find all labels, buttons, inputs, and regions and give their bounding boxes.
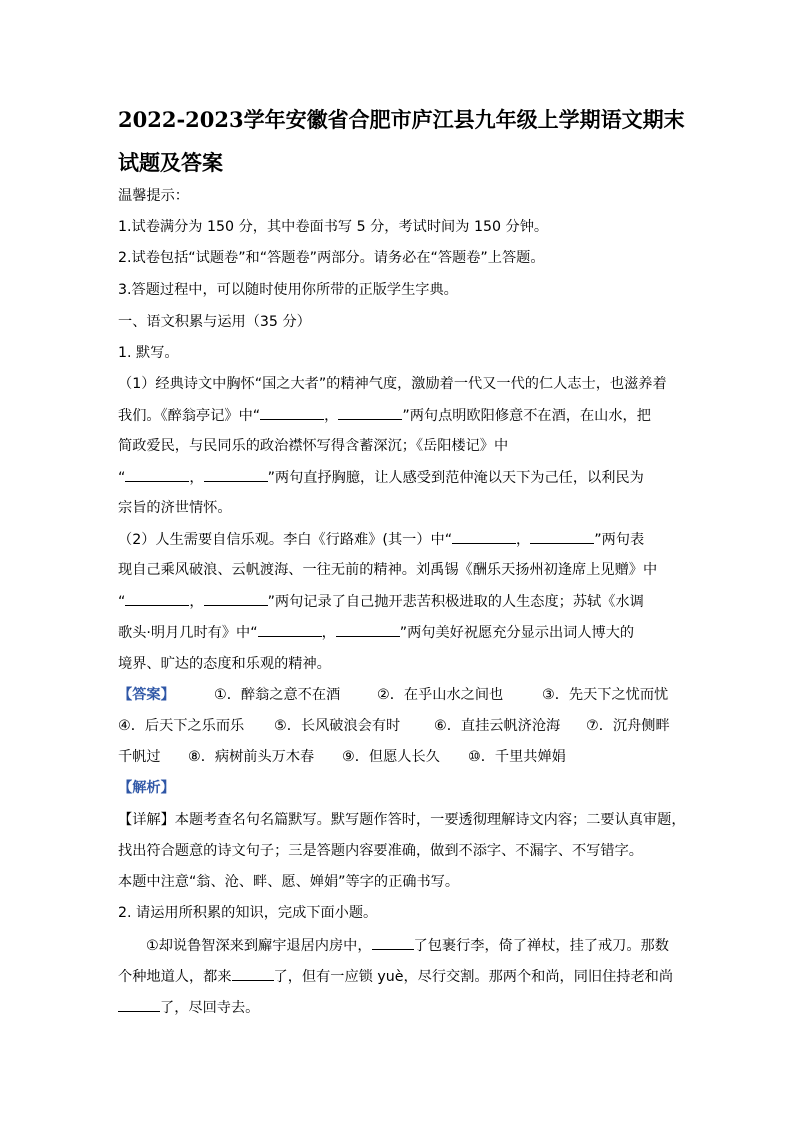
answer-blank — [338, 405, 402, 420]
q2-text: 个种地道人，都来 — [118, 969, 232, 985]
answer-blank — [258, 622, 322, 637]
q1-paragraph-line — [118, 591, 644, 612]
q2-text: 了，尽回寺去。 — [160, 1000, 260, 1016]
q1-text: （2）人生需要自信乐观。李白《行路难》(其一）中“ — [118, 532, 453, 548]
answer-blank — [204, 591, 268, 606]
answer-item: ⑥．直挂云帆济沧海 — [434, 718, 561, 734]
q1-paragraph-line — [118, 529, 644, 550]
answer-item: 千帆过 — [118, 749, 161, 765]
q1-paragraph-line: （1）经典诗文中胸怀“国之大者”的精神气度，激励着一代又一代的仁人志士，也滋养着 — [118, 376, 667, 392]
q1-text: ”两句点明欧阳修意不在酒，在山水，把 — [402, 408, 651, 424]
q2-text: 了包裹行李，倚了禅杖，挂了戒刀。那数 — [413, 938, 669, 954]
answer-item: ⑩．千里共婵娟 — [468, 749, 566, 765]
analysis-note: 本题中注意“翁、沧、畔、愿、婵娟”等字的正确书写。 — [118, 874, 460, 890]
q1-paragraph-line — [118, 405, 651, 426]
answer-blank — [125, 591, 189, 606]
answer-label: 【答案】 — [118, 687, 175, 703]
q1-text: ， — [189, 470, 204, 486]
q1-paragraph-line: 简政爱民，与民同乐的政治襟怀写得含蓄深沉；《岳阳楼记》中 — [118, 438, 509, 454]
q2-text: 了，但有一应锁 yuè，尽行交割。那两个和尚，同旧住持老和尚 — [273, 969, 674, 985]
q1-text: ， — [516, 532, 531, 548]
q2-passage-line — [118, 966, 673, 987]
q1-text: ”两句直抒胸臆，让人感受到范仲淹以天下为己任，以利民为 — [267, 470, 644, 486]
q1-text: ”两句记录了自己抛开悲苦积极进取的人生态度；苏轼《水调 — [267, 594, 644, 610]
answer-blank — [204, 467, 268, 482]
q1-text: “ — [118, 594, 126, 610]
analysis-label: 【解析】 — [118, 780, 175, 796]
q1-text: ”两句美好祝愿充分显示出词人博大的 — [399, 625, 635, 641]
answer-item: ①．醉翁之意不在酒 — [214, 687, 341, 703]
tip-item: 1.试卷满分为 150 分，其中卷面书写 5 分，考试时间为 150 分钟。 — [118, 219, 549, 235]
analysis-detail-line — [118, 810, 686, 830]
q1-text: ， — [189, 594, 204, 610]
q1-paragraph-line: 现自己乘风破浪、云帆渡海、一往无前的精神。刘禹锡《酬乐天扬州初逢席上见赠》中 — [118, 562, 658, 578]
q1-paragraph-line — [118, 467, 644, 488]
q1-paragraph-line: 境界、旷达的态度和乐观的精神。 — [118, 656, 331, 672]
answer-blank — [232, 966, 274, 981]
tip-item: 3.答题过程中，可以随时使用你所带的正版学生字典。 — [118, 282, 458, 298]
analysis-detail-line: 找出符合题意的诗文句子；三是答题内容要准确，做到不添字、不漏字、不写错字。 — [118, 843, 643, 859]
q1-text: ， — [324, 408, 339, 424]
section-heading: 一、语文积累与运用（35 分） — [118, 314, 311, 330]
tips-heading: 温馨提示： — [118, 188, 189, 204]
answer-item: ③．先天下之忧而忧 — [542, 687, 669, 703]
document-title: 2022-2023学年安徽省合肥市庐江县九年级上学期语文期末 — [118, 107, 685, 132]
q1-text: 歌头·明月几时有》中“ — [118, 625, 258, 641]
answer-item: ⑤．长风破浪会有时 — [274, 718, 401, 734]
tip-item: 2.试卷包括“试题卷”和“答题卷”两部分。请务必在“答题卷”上答题。 — [118, 250, 545, 266]
q1-paragraph-line: 宗旨的济世情怀。 — [118, 500, 232, 516]
q1-text: ， — [321, 625, 336, 641]
detail-label: 【详解】 — [118, 812, 175, 828]
answer-blank — [118, 997, 160, 1012]
answer-blank — [530, 529, 594, 544]
answer-item: ②．在乎山水之间也 — [377, 687, 504, 703]
detail-text: 本题考查名句名篇默写。默写题作答时，一要透彻理解诗文内容；二要认真审题， — [174, 812, 686, 828]
answer-item: ⑨．但愿人长久 — [342, 749, 440, 765]
q2-text: ①却说鲁智深来到廨宇退居内房中， — [146, 938, 372, 954]
q2-passage-line — [146, 935, 669, 956]
answer-blank — [260, 405, 324, 420]
answer-blank — [336, 622, 400, 637]
q1-paragraph-line — [118, 622, 634, 643]
answer-item: ⑧．病树前头万木春 — [188, 749, 315, 765]
answer-item: ⑦．沉舟侧畔 — [586, 718, 670, 734]
answer-blank — [452, 529, 516, 544]
q1-text: “ — [118, 470, 126, 486]
q1-text: ”两句表 — [594, 532, 645, 548]
q2-passage-line — [118, 997, 259, 1018]
question-1-number: 1. 默写。 — [118, 345, 179, 361]
answer-blank — [372, 935, 414, 950]
answer-item: ④．后天下之乐而乐 — [118, 718, 245, 734]
answer-blank — [125, 467, 189, 482]
document-title-continued: 试题及答案 — [118, 150, 223, 175]
q1-text: 我们。《醉翁亭记》中“ — [118, 408, 261, 424]
question-2-number: 2. 请运用所积累的知识，完成下面小题。 — [118, 905, 378, 921]
